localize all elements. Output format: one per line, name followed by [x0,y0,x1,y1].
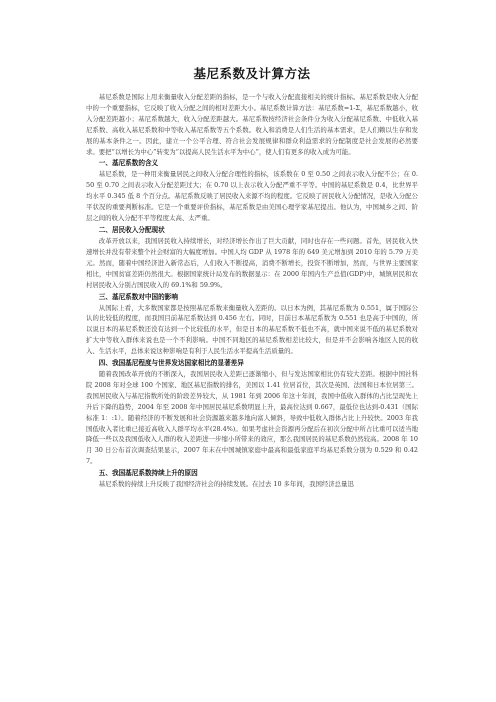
section-body-5: 基尼系数的持续上升反映了我国经济社会的持续发展。在过去 10 多年间，我国经济总量迅 [98,480,354,489]
section-heading-3: 三、基尼系数对中国的影响 [98,292,178,301]
document-title: 基尼系数及计算方法 [193,66,311,81]
section-body-2: 改革开放以来，我国居民收入持续增长，对经济增长作出了巨大贡献，同时也存在一些问题。首先，居民收入快速增长并没有带来整个社会财富的大幅度增加。中国人均 GDP 从 1978 年的 649 美元增加到 2010 年的 5.79 万美元。然而，随着中国经济进入新常态后，人们收入不断提高，消费不断增长，投资不断增加，然而，与世界主要国家相比，中国贫富差距仍然很大。根据国家统计局发布的数据显示：在 2000 年国内生产总值(GDP)中，城镇居民和农村居民收入分别占国民收入的 69.1%和 59.9%。 [86,236,418,289]
section-body-1: 基尼系数，是一种用来衡量居民之间收入分配合理性的指标，该系数在 0 至 0.50 之间表示收入分配不公；在 0.50 至 0.70 之间表示收入分配差距过大；在 0.70 以上表示收入分配严重不平等。中国的基尼系数是 0.4，比世界平均水平 0.345 低 8 个百分点。基尼系数反映了居民收入来源不均的程度。它反映了居民收入分配情况，是收入分配公平状况的重要判断标准。它是一个重要评价指标，基尼系数是由美国心理学家基尼提出。他认为，中国城乡之间、阶层之间的收入分配不平等程度太高、太严重。 [86,170,418,223]
section-heading-4: 四、我国基尼程度与世界发达国家相比的显著差异 [98,359,244,368]
section-heading-1: 一、基尼系数的含义 [98,159,159,168]
section-heading-5: 五、我国基尼系数持续上升的原因 [98,469,198,478]
intro-paragraph: 基尼系数是国际上用来衡量收入分配差距的指标，是一个与收入分配直接相关的统计指标。基尼系数是收入分配中的一个重要指标，它反映了收入分配之间的相对差距大小。基尼系数计算方法：基尼系数=1-Σ，基尼系数越小，收入分配差距越小；基尼系数越大，收入分配差距越大。基尼系数按经济社会条件分为收入分配基尼系数、中低收入基尼系数、高收入基尼系数和中等收入基尼系数等五个系数。收入和消费是人们生活的基本需求，是人们赖以生存和发展的基本条件之一。因此，建立一个公平合理、符合社会发展规律和群众利益需求的分配制度是社会发展的必然要求。要把“以增长为中心”转变为“以提高人民生活水平为中心”，使人们有更多的收入成为可能。 [86,93,418,156]
section-body-4: 随着我国改革开放的不断深入，我国居民收入差距已逐渐缩小，但与发达国家相比仍有较大差距。根据中国社科院 2008 年对全球 100 个国家、地区基尼指数的排名，美国以 1.41 位居首位，其次是英国、法国和日本位居第三。我国居民收入与基尼指数所处的阶段差异较大，从 1981 年到 2006 年这十年间，我国中低收入群体的占比呈现先上升后下降的趋势，2004 年至 2008 年中国居民基尼系数明显上升，最高位达到 0.667，最低位也达到-0.431（国际标准 1：:1）。随着经济的不断发展和社会资源越来越多地向富人倾斜，导致中低收入群体占比上升较快。2003 年我国低收入者比重已接近高收入人群平均水平(28.4%)。如果考虑社会资源再分配后在初次分配中所占比重可以适当地降低一些以及我国低收入人群的收入差距进一步缩小所带来的效应，那么我国居民的基尼系数仍然较高。2008 年 10 月 30 日公布首次调查结果显示，2007 年末在中国城镇家庭中最高和最低家庭平均基尼系数分别为 0.529 和 0.427。 [86,370,418,466]
section-body-3: 从国际上看，大多数国家都是按照基尼系数来衡量收入差距的。以日本为例，其基尼系数为 0.551，属于国际公认的比较低的程度，而我国目前基尼系数达到 0.456 左右。同时，目前日本基尼系数为 0.551 也是高于中国的，所以说日本的基尼系数还没有达到一个比较低的水平，但是日本的基尼系数不低也不高，就中国来说不低的基尼系数对扩大中等收入群体来说也是一个不利影响。中国不同地区的基尼系数相差比较大，但是并不会影响各地区人民的收入、生活水平，总体来说这种影响是有利于人民生活水平提高生活质量的。 [86,303,418,356]
section-heading-2: 二、居民收入分配现状 [98,225,165,234]
